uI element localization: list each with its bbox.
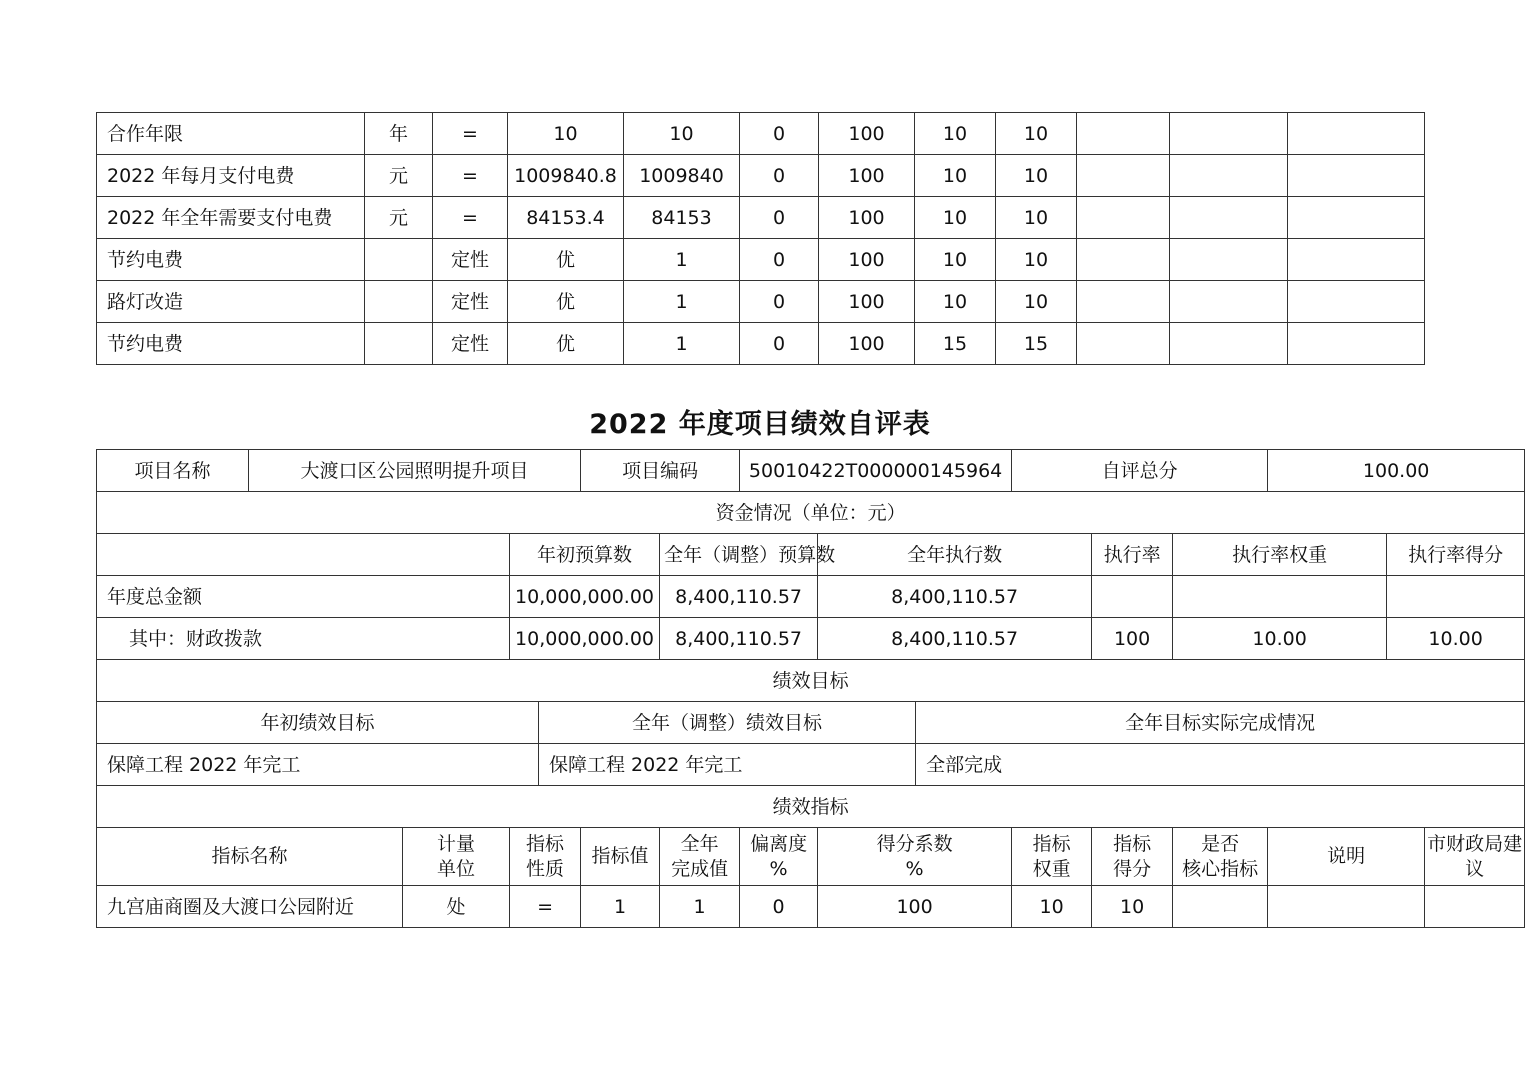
indicator-cell: 100 (819, 155, 915, 197)
funds-cell (1173, 576, 1387, 618)
indicator-cell: 1009840 (624, 155, 740, 197)
indicator-header: 指标名称 (97, 828, 403, 886)
goals-value: 全部完成 (916, 744, 1525, 786)
indicator-cell: = (433, 113, 508, 155)
indicator-cell: 100 (818, 886, 1012, 928)
page-title: 2022 年度项目绩效自评表 (589, 409, 931, 440)
indicator-cell: 10 (996, 155, 1077, 197)
indicator-row (97, 886, 1525, 928)
funds-cell: 8,400,110.57 (660, 618, 818, 660)
funds-cell: 10.00 (1387, 618, 1525, 660)
indicator-cell: 10 (1092, 886, 1173, 928)
indicator-cell: 100 (819, 113, 915, 155)
project-info-row (97, 450, 1525, 492)
indicator-cell: 84153.4 (508, 197, 624, 239)
indicator-cell: 0 (740, 113, 819, 155)
indicator-cell: 10 (915, 281, 996, 323)
funds-header-rate-weight: 执行率权重 (1173, 534, 1387, 576)
indicator-cell: 10 (996, 197, 1077, 239)
indicator-name-cell: 合作年限 (97, 113, 365, 155)
funds-cell: 100 (1092, 618, 1173, 660)
indicator-header: 市财政局建议 (1425, 828, 1525, 886)
goals-value: 保障工程 2022 年完工 (539, 744, 916, 786)
funds-cell: 10,000,000.00 (510, 618, 660, 660)
indicators-heading: 绩效指标 (97, 786, 1525, 828)
indicator-cell: 元 (365, 155, 433, 197)
funds-header-rate-score: 执行率得分 (1387, 534, 1525, 576)
indicator-cell: 1009840.8 (508, 155, 624, 197)
indicator-cell: 0 (740, 197, 819, 239)
indicator-cell (1173, 886, 1268, 928)
indicator-row (97, 155, 1425, 197)
funds-row-label: 年度总金额 (97, 576, 510, 618)
funds-row-total (97, 576, 1525, 618)
indicator-cell: 定性 (433, 323, 508, 365)
goals-header: 全年目标实际完成情况 (916, 702, 1525, 744)
indicator-cell: 10 (996, 239, 1077, 281)
goals-heading-row (97, 660, 1525, 702)
indicator-header: 说明 (1268, 828, 1425, 886)
funds-row-label: 其中：财政拨款 (97, 618, 510, 660)
indicator-row (97, 323, 1425, 365)
indicator-table-continued (96, 112, 1425, 365)
indicator-cell: 优 (508, 281, 624, 323)
funds-header-executed: 全年执行数 (818, 534, 1092, 576)
indicator-cell: 处 (403, 886, 510, 928)
indicator-cell: 10 (996, 281, 1077, 323)
goals-value: 保障工程 2022 年完工 (97, 744, 539, 786)
indicator-cell (1425, 886, 1525, 928)
indicator-cell (1077, 239, 1170, 281)
indicator-cell: 1 (624, 281, 740, 323)
funds-header-row (97, 534, 1525, 576)
indicator-cell: 优 (508, 239, 624, 281)
goals-heading: 绩效目标 (97, 660, 1525, 702)
self-score-value: 100.00 (1268, 450, 1525, 492)
indicator-cell: 15 (996, 323, 1077, 365)
funds-cell (1387, 576, 1525, 618)
indicator-cell: 10 (624, 113, 740, 155)
indicator-cell (365, 239, 433, 281)
goals-header: 全年（调整）绩效目标 (539, 702, 916, 744)
indicator-cell: 10 (1012, 886, 1092, 928)
indicator-cell (1077, 281, 1170, 323)
indicator-row (97, 113, 1425, 155)
funds-heading: 资金情况（单位：元） (97, 492, 1525, 534)
indicator-cell: 10 (996, 113, 1077, 155)
indicator-cell: 100 (819, 197, 915, 239)
indicators-heading-row (97, 786, 1525, 828)
funds-heading-row (97, 492, 1525, 534)
indicator-cell (1170, 239, 1288, 281)
indicator-cell: 10 (915, 155, 996, 197)
indicator-header: 偏离度 % (740, 828, 818, 886)
indicator-cell: 84153 (624, 197, 740, 239)
indicator-name-cell: 节约电费 (97, 239, 365, 281)
indicator-cell (1077, 197, 1170, 239)
indicator-header: 指标 性质 (510, 828, 581, 886)
self-score-label: 自评总分 (1012, 450, 1268, 492)
indicator-cell (1170, 281, 1288, 323)
indicator-header: 得分系数 % (818, 828, 1012, 886)
indicator-cell (1288, 239, 1425, 281)
indicator-name-cell: 节约电费 (97, 323, 365, 365)
indicator-cell (1288, 155, 1425, 197)
funds-header-blank (97, 534, 510, 576)
indicator-header: 计量 单位 (403, 828, 510, 886)
funds-cell: 8,400,110.57 (818, 576, 1092, 618)
funds-header-initial: 年初预算数 (510, 534, 660, 576)
indicator-cell: 定性 (433, 281, 508, 323)
indicator-cell (1170, 155, 1288, 197)
indicator-cell: 1 (581, 886, 660, 928)
indicator-name-cell: 路灯改造 (97, 281, 365, 323)
indicator-name-cell: 2022 年全年需要支付电费 (97, 197, 365, 239)
indicator-cell: 0 (740, 239, 819, 281)
indicator-cell: 1 (660, 886, 740, 928)
funds-cell: 10,000,000.00 (510, 576, 660, 618)
indicator-cell: 0 (740, 281, 819, 323)
indicator-cell: 年 (365, 113, 433, 155)
indicator-cell: = (433, 155, 508, 197)
indicator-cell: 10 (508, 113, 624, 155)
indicator-cell (1288, 323, 1425, 365)
indicator-header: 指标值 (581, 828, 660, 886)
indicator-cell (1170, 197, 1288, 239)
self-evaluation-table (96, 449, 1525, 928)
project-name-value: 大渡口区公园照明提升项目 (249, 450, 581, 492)
indicator-cell: 100 (819, 323, 915, 365)
indicator-cell: 元 (365, 197, 433, 239)
funds-row-fiscal (97, 618, 1525, 660)
indicator-cell: 1 (624, 323, 740, 365)
goals-value-row (97, 744, 1525, 786)
indicator-cell (1077, 323, 1170, 365)
indicator-header: 全年 完成值 (660, 828, 740, 886)
indicator-cell: 0 (740, 323, 819, 365)
indicator-cell: 1 (624, 239, 740, 281)
indicator-cell: 15 (915, 323, 996, 365)
project-code-value: 50010422T000000145964 (740, 450, 1012, 492)
indicator-cell (1288, 197, 1425, 239)
indicator-cell (1077, 155, 1170, 197)
indicator-cell (1170, 323, 1288, 365)
indicators-header-row (97, 828, 1525, 886)
indicator-cell (1077, 113, 1170, 155)
indicator-row (97, 197, 1425, 239)
indicator-cell: 九宫庙商圈及大渡口公园附近 (97, 886, 403, 928)
indicator-cell (365, 281, 433, 323)
indicator-cell (1170, 113, 1288, 155)
indicator-cell: 10 (915, 197, 996, 239)
indicator-header: 是否 核心指标 (1173, 828, 1268, 886)
indicator-cell: 0 (740, 155, 819, 197)
indicator-name-cell: 2022 年每月支付电费 (97, 155, 365, 197)
funds-header-rate: 执行率 (1092, 534, 1173, 576)
indicator-cell: 10 (915, 113, 996, 155)
indicator-cell: 100 (819, 239, 915, 281)
goals-header: 年初绩效目标 (97, 702, 539, 744)
indicator-row (97, 281, 1425, 323)
funds-cell (1092, 576, 1173, 618)
indicator-cell (1268, 886, 1425, 928)
goals-header-row (97, 702, 1525, 744)
indicator-cell: = (433, 197, 508, 239)
indicator-row (97, 239, 1425, 281)
funds-cell: 8,400,110.57 (660, 576, 818, 618)
indicator-cell: = (510, 886, 581, 928)
indicator-cell: 0 (740, 886, 818, 928)
indicator-cell (1288, 113, 1425, 155)
project-name-label: 项目名称 (97, 450, 249, 492)
indicator-cell: 10 (915, 239, 996, 281)
indicator-cell: 定性 (433, 239, 508, 281)
indicator-cell (365, 323, 433, 365)
indicator-header: 指标 权重 (1012, 828, 1092, 886)
indicator-cell (1288, 281, 1425, 323)
indicator-cell: 100 (819, 281, 915, 323)
indicator-cell: 优 (508, 323, 624, 365)
project-code-label: 项目编码 (581, 450, 740, 492)
funds-cell: 8,400,110.57 (818, 618, 1092, 660)
funds-header-adjusted: 全年（调整）预算数 (660, 534, 818, 576)
funds-cell: 10.00 (1173, 618, 1387, 660)
indicator-header: 指标 得分 (1092, 828, 1173, 886)
